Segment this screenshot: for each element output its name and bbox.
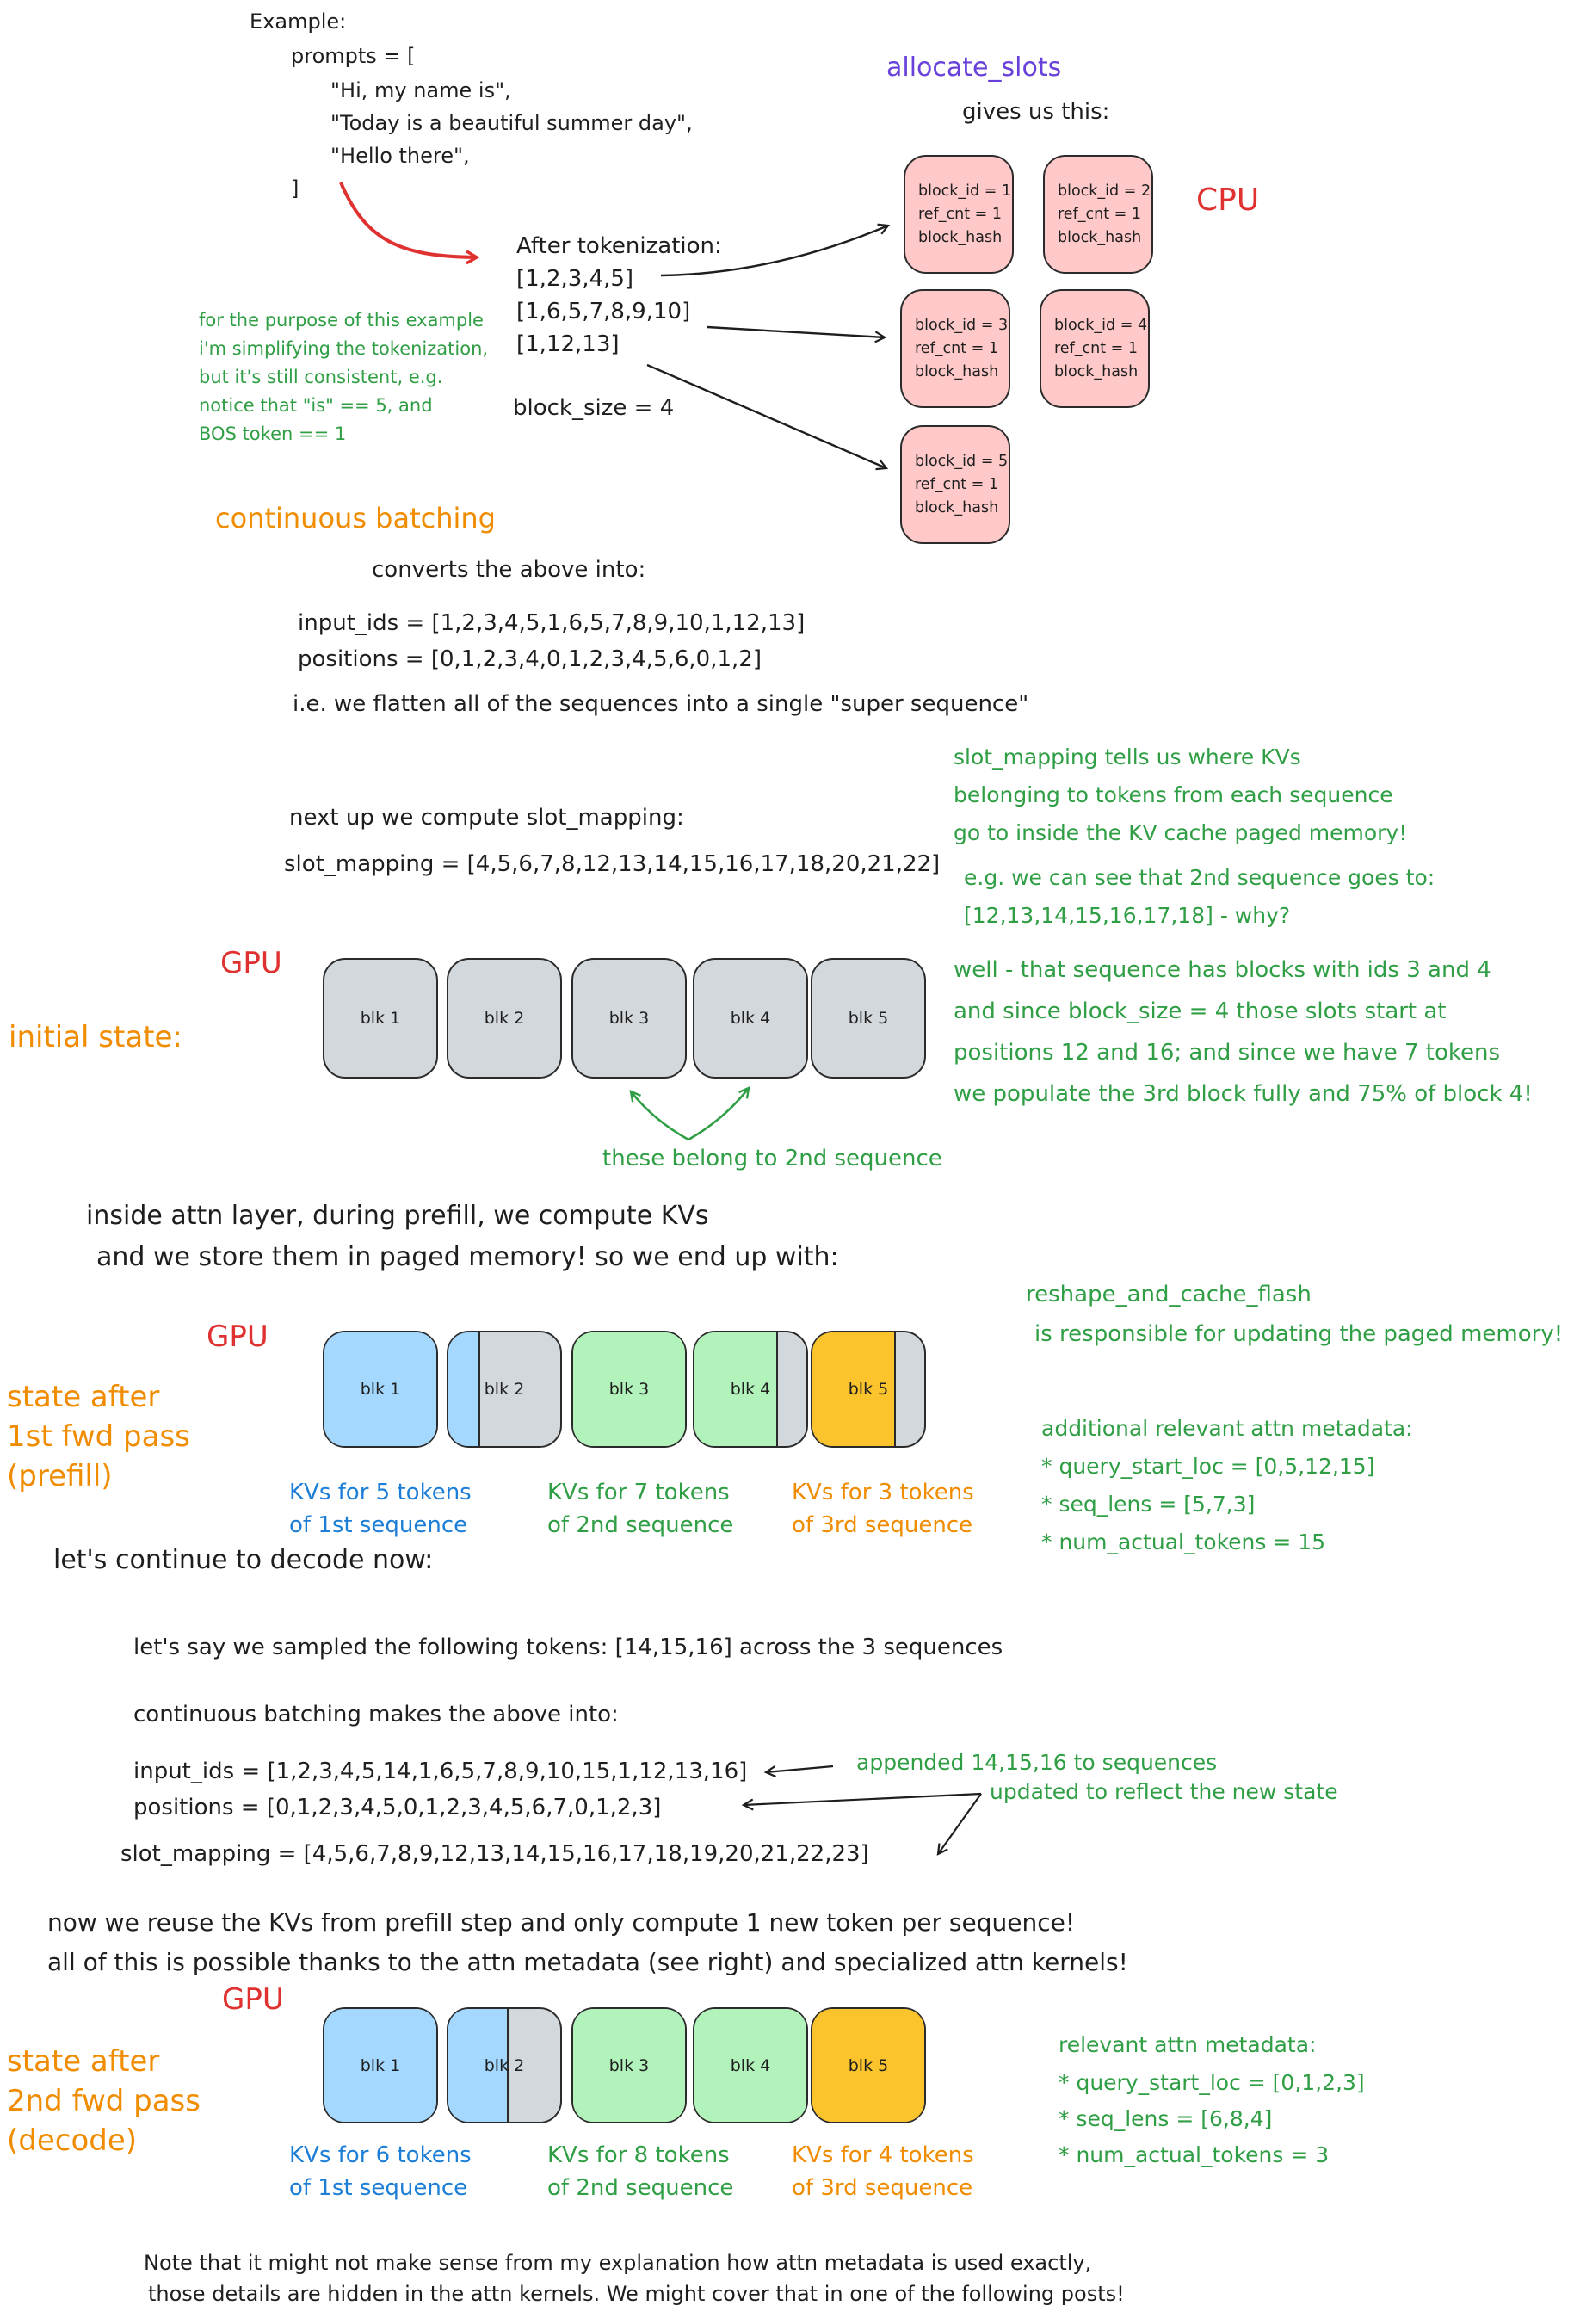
attn-metadata-line: * query_start_loc = [0,5,12,15]	[1041, 1454, 1375, 1479]
gpu-prefill-blk-2	[447, 1331, 562, 1448]
continuous-batching-title: continuous batching	[215, 502, 496, 535]
slot-mapping-value: slot_mapping = [4,5,6,7,8,12,13,14,15,16,17,18,20,21,22]	[284, 851, 941, 877]
ref-cnt: ref_cnt = 1	[1054, 340, 1138, 357]
decode-state-label-line: (decode)	[7, 2123, 138, 2158]
blk-label: blk 2	[484, 1380, 525, 1399]
slot-mapping-intro: next up we compute slot_mapping:	[289, 805, 684, 831]
prefill-caption-seq3: of 3rd sequence	[792, 1512, 973, 1538]
block-hash: block_hash	[1054, 363, 1139, 380]
decode-state-label-line: 2nd fwd pass	[7, 2084, 201, 2118]
gpu-initial-blk-4	[693, 958, 808, 1079]
arrow-seq2-to-block3	[707, 327, 885, 337]
ref-cnt: ref_cnt = 1	[915, 340, 998, 357]
tokenization-note-line: BOS token == 1	[199, 423, 347, 444]
prefill-caption-seq3: KVs for 3 tokens	[792, 1480, 974, 1505]
reshape-fn-caption: is responsible for updating the paged memory!	[1034, 1321, 1564, 1347]
why-note-line: positions 12 and 16; and since we have 7 tokens	[954, 1040, 1501, 1066]
blk-label: blk 5	[848, 1009, 889, 1028]
cpu-block-3	[900, 289, 1010, 408]
blk-label: blk 1	[360, 2055, 401, 2075]
blk-label: blk 5	[848, 2055, 889, 2075]
why-note-line: we populate the 3rd block fully and 75% of block 4!	[954, 1081, 1533, 1107]
blk-label: blk 2	[484, 1009, 525, 1028]
decode-annotation: appended 14,15,16 to sequences	[856, 1750, 1218, 1775]
footer-note-line: those details are hidden in the attn kernels. We might cover that in one of the following posts!	[148, 2282, 1125, 2306]
gpu-initial-blk-5	[811, 958, 926, 1079]
arrow-appended-to-input-ids	[766, 1766, 833, 1772]
input-ids-value: input_ids = [1,2,3,4,5,1,6,5,7,8,9,10,1,12,13]	[298, 610, 806, 636]
prefill-state-label-line: (prefill)	[7, 1459, 113, 1493]
tokenization-note-line: notice that "is" == 5, and	[199, 395, 433, 416]
blk-label: blk 4	[730, 1380, 771, 1399]
decode-caption-seq3: KVs for 4 tokens	[792, 2142, 974, 2168]
gpu-prefill-blk-4	[693, 1331, 808, 1448]
gpu-prefill-blk-1	[323, 1331, 438, 1448]
attn-metadata-line: * query_start_loc = [0,1,2,3]	[1059, 2070, 1365, 2095]
block-hash: block_hash	[918, 229, 1003, 246]
decode-caption-seq2: KVs for 8 tokens	[547, 2142, 730, 2168]
arrow-belong-to-block3	[631, 1091, 688, 1140]
slot-mapping-note-line: slot_mapping tells us where KVs	[954, 745, 1301, 770]
attn-metadata-line: * num_actual_tokens = 3	[1059, 2142, 1330, 2167]
gpu-label: GPU	[222, 1982, 284, 2017]
blk-label: blk 3	[608, 1380, 650, 1399]
sampled-tokens-line: let's say we sampled the following tokens: [14,15,16] across the 3 sequences	[133, 1635, 1003, 1660]
attn-metadata-line: * seq_lens = [6,8,4]	[1059, 2106, 1273, 2131]
gpu-prefill-blk-5	[811, 1331, 926, 1448]
cpu-label: CPU	[1196, 182, 1260, 218]
blk-label: blk 2	[484, 2055, 525, 2075]
gpu-decode-blk-4	[693, 2007, 808, 2123]
ref-cnt: ref_cnt = 1	[918, 206, 1002, 223]
decode-caption-seq2: of 2nd sequence	[547, 2175, 734, 2201]
blk-label: blk 4	[730, 2055, 771, 2075]
allocate-slots-label: allocate_slots	[886, 53, 1062, 83]
gpu-initial-blk-2	[447, 958, 562, 1079]
blk-label: blk 1	[360, 1380, 401, 1399]
why-note-line: and since block_size = 4 those slots start at	[954, 998, 1447, 1024]
decode-annotation: updated to reflect the new state	[990, 1779, 1338, 1804]
gpu-prefill-blk-3	[571, 1331, 687, 1448]
arrow-prompts-to-tokenization	[341, 182, 477, 257]
gpu-decode-blk-2	[447, 2007, 562, 2123]
block-hash: block_hash	[915, 499, 999, 516]
tokenization-note-line: for the purpose of this example	[199, 310, 484, 331]
example-line: "Hi, my name is",	[330, 78, 511, 102]
arrow-belong-to-block4	[688, 1088, 749, 1140]
attn-metadata-line: additional relevant attn metadata:	[1041, 1416, 1413, 1441]
slot-mapping-example-line: [12,13,14,15,16,17,18] - why?	[964, 903, 1291, 928]
cpu-block-4	[1040, 289, 1150, 408]
tokenization-note-line: i'm simplifying the tokenization,	[199, 338, 489, 359]
decode-slot-mapping: slot_mapping = [4,5,6,7,8,9,12,13,14,15,16,17,18,19,20,21,22,23]	[120, 1841, 869, 1867]
decode-caption-seq1: of 1st sequence	[289, 2175, 468, 2201]
arrow-updated-to-slot-mapping	[938, 1794, 981, 1854]
attn-metadata-line: * num_actual_tokens = 15	[1041, 1530, 1326, 1554]
cpu-block-1	[904, 155, 1014, 274]
prefill-caption-seq1: of 1st sequence	[289, 1512, 468, 1538]
tokenization-note-line: but it's still consistent, e.g.	[199, 367, 443, 387]
attn-metadata-line: * seq_lens = [5,7,3]	[1041, 1492, 1256, 1517]
decode-state-label-line: state after	[7, 2044, 160, 2079]
reuse-note-line: all of this is possible thanks to the attn metadata (see right) and specialized attn kernels!	[47, 1948, 1128, 1976]
positions-value: positions = [0,1,2,3,4,0,1,2,3,4,5,6,0,1,2]	[298, 646, 762, 672]
example-line: ]	[291, 176, 299, 201]
block-id: block_id = 1	[918, 182, 1012, 200]
arrow-seq3-to-block5	[647, 365, 886, 468]
example-title: Example:	[250, 9, 347, 34]
decode-positions: positions = [0,1,2,3,4,5,0,1,2,3,4,5,6,7,0,1,2,3]	[133, 1795, 662, 1820]
gpu-decode-blk-5	[811, 2007, 926, 2123]
why-note-line: well - that sequence has blocks with ids 3 and 4	[954, 957, 1491, 983]
prefill-state-label-line: state after	[7, 1380, 160, 1414]
decode-intro: let's continue to decode now:	[53, 1545, 434, 1575]
ref-cnt: ref_cnt = 1	[1058, 206, 1141, 223]
after-tokenization-label: After tokenization:	[516, 233, 722, 259]
blk-label: blk 1	[360, 1009, 401, 1028]
reuse-note-line: now we reuse the KVs from prefill step and only compute 1 new token per sequence!	[47, 1908, 1076, 1937]
blk-label: blk 4	[730, 1009, 771, 1028]
block-hash: block_hash	[1058, 229, 1142, 246]
token-seq-2: [1,6,5,7,8,9,10]	[516, 299, 691, 324]
block-id: block_id = 4	[1054, 317, 1148, 334]
prefill-caption-seq2: KVs for 7 tokens	[547, 1480, 730, 1505]
prefill-state-label-line: 1st fwd pass	[7, 1419, 190, 1454]
token-seq-3: [1,12,13]	[516, 331, 620, 357]
reshape-fn-label: reshape_and_cache_flash	[1026, 1282, 1312, 1307]
cpu-block-2	[1043, 155, 1153, 274]
gpu-decode-blk-3	[571, 2007, 687, 2123]
example-line: "Today is a beautiful summer day",	[330, 111, 693, 135]
blk-label: blk 3	[608, 1009, 650, 1028]
example-line: prompts = [	[291, 44, 416, 68]
example-line: "Hello there",	[330, 144, 470, 168]
slot-mapping-example-line: e.g. we can see that 2nd sequence goes to:	[964, 865, 1435, 890]
attn-metadata-line: relevant attn metadata:	[1059, 2032, 1317, 2057]
gives-us-this-label: gives us this:	[962, 99, 1110, 125]
slot-mapping-note-line: go to inside the KV cache paged memory!	[954, 820, 1408, 845]
gpu-initial-blk-1	[323, 958, 438, 1079]
blk-label: blk 3	[608, 2055, 650, 2075]
prefill-caption-seq2: of 2nd sequence	[547, 1512, 734, 1538]
slot-mapping-note-line: belonging to tokens from each sequence	[954, 782, 1393, 807]
gpu-label: GPU	[220, 946, 282, 980]
converts-label: converts the above into:	[372, 557, 646, 583]
block-id: block_id = 2	[1058, 182, 1151, 200]
initial-state-label: initial state:	[9, 1020, 182, 1054]
block-hash: block_hash	[915, 363, 999, 380]
gpu-label: GPU	[207, 1320, 269, 1354]
prefill-caption-seq1: KVs for 5 tokens	[289, 1480, 472, 1505]
decode-batching-caption: continuous batching makes the above into:	[133, 1702, 619, 1728]
decode-input-ids: input_ids = [1,2,3,4,5,14,1,6,5,7,8,9,10,15,1,12,13,16]	[133, 1758, 748, 1784]
ref-cnt: ref_cnt = 1	[915, 476, 998, 493]
prefill-intro-line: inside attn layer, during prefill, we compute KVs	[86, 1201, 709, 1231]
prefill-intro-line: and we store them in paged memory! so we end up with:	[96, 1242, 839, 1272]
block-size-label: block_size = 4	[513, 395, 675, 421]
flatten-note: i.e. we flatten all of the sequences into a single "super sequence"	[293, 691, 1029, 717]
decode-caption-seq1: KVs for 6 tokens	[289, 2142, 472, 2168]
cpu-block-5	[900, 425, 1010, 544]
block-id: block_id = 5	[915, 453, 1009, 470]
gpu-decode-blk-1	[323, 2007, 438, 2123]
gpu-initial-blk-3	[571, 958, 687, 1079]
decode-caption-seq3: of 3rd sequence	[792, 2175, 973, 2201]
token-seq-1: [1,2,3,4,5]	[516, 266, 634, 292]
blk-label: blk 5	[848, 1380, 889, 1399]
block-id: block_id = 3	[915, 317, 1009, 334]
footer-note-line: Note that it might not make sense from my explanation how attn metadata is used exactly,	[144, 2251, 1092, 2275]
belong-note: these belong to 2nd sequence	[602, 1146, 942, 1171]
arrow-updated-to-positions	[744, 1794, 981, 1805]
